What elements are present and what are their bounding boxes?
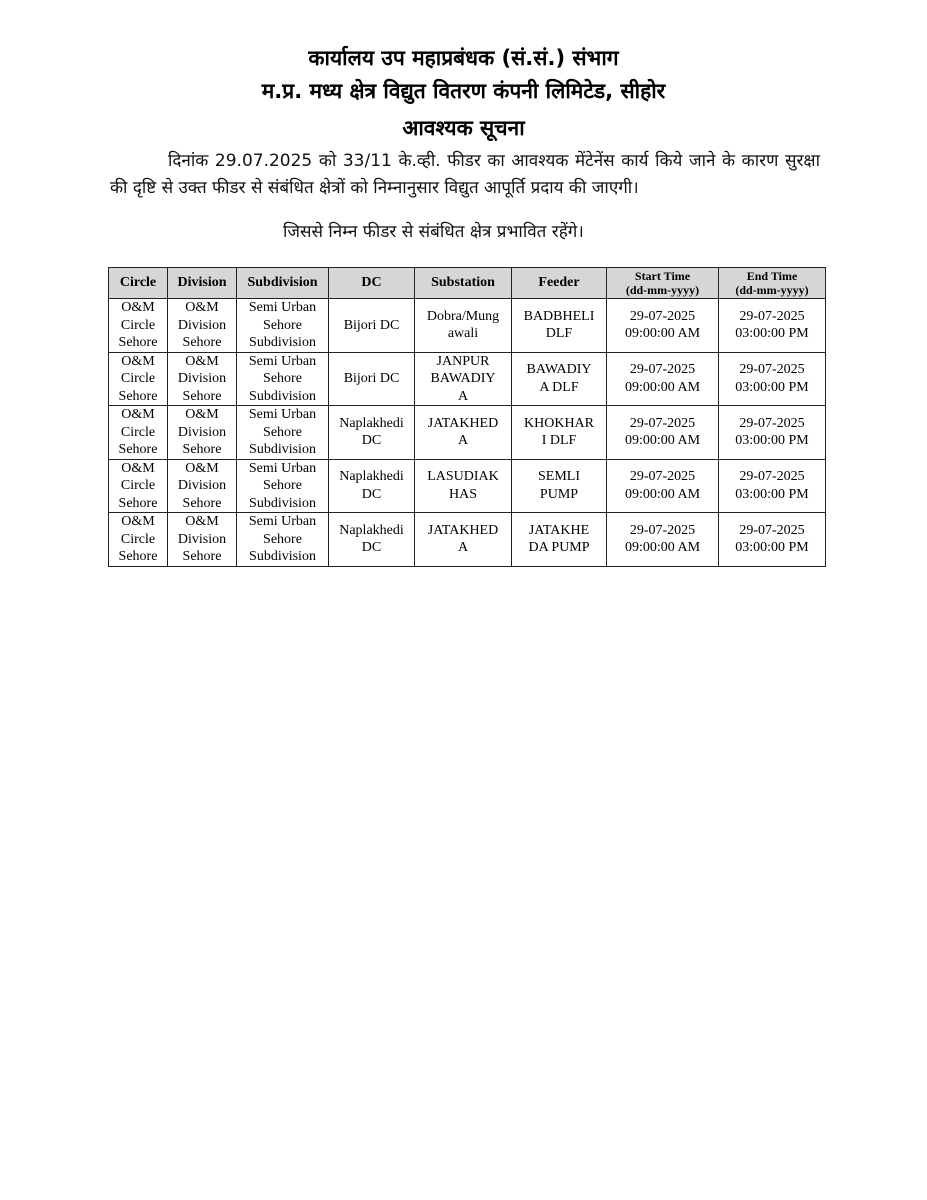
cell-division: O&M Division Sehore — [168, 352, 237, 406]
cell-dc: Naplakhedi DC — [329, 459, 415, 513]
cell-circle: O&M Circle Sehore — [109, 299, 168, 353]
cell-substation: LASUDIAK HAS — [415, 459, 512, 513]
notice-title: आवश्यक सूचना — [402, 116, 525, 140]
col-header-substation: Substation — [415, 268, 512, 299]
company-title: म.प्र. मध्य क्षेत्र विद्युत वितरण कंपनी लिमिटेड, सीहोर — [261, 79, 666, 103]
cell-feeder: BAWADIY A DLF — [512, 352, 607, 406]
col-header-end-time: End Time (dd-mm-yyyy) — [719, 268, 826, 299]
table-row — [109, 406, 826, 460]
cell-subdivision: Semi Urban Sehore Subdivision — [237, 406, 329, 460]
cell-substation: Dobra/Mung awali — [415, 299, 512, 353]
cell-division: O&M Division Sehore — [168, 513, 237, 567]
col-header-dc: DC — [329, 268, 415, 299]
cell-circle: O&M Circle Sehore — [109, 513, 168, 567]
col-header-start-time: Start Time (dd-mm-yyyy) — [607, 268, 719, 299]
cell-subdivision: Semi Urban Sehore Subdivision — [237, 513, 329, 567]
notice-paragraph: दिनांक 29.07.2025 को 33/11 के.व्ही. फीडर का आवश्यक मेंटेनेंस कार्य किये जाने के कारण सुरक्षा की दृष्टि से उक्त फीडर से संबंधित क्षेत्रों को निम्नानुसार विद्युत आपूर्ति प्रदाय की जाएगी। — [110, 151, 820, 198]
col-header-feeder: Feeder — [512, 268, 607, 299]
feeder-shutdown-table — [108, 267, 826, 567]
cell-substation: JATAKHED A — [415, 406, 512, 460]
office-title: कार्यालय उप महाप्रबंधक (सं.सं.) संभाग — [308, 46, 619, 70]
cell-subdivision: Semi Urban Sehore Subdivision — [237, 299, 329, 353]
cell-substation: JANPUR BAWADIY A — [415, 352, 512, 406]
cell-feeder: JATAKHE DA PUMP — [512, 513, 607, 567]
table-row — [109, 299, 826, 353]
cell-circle: O&M Circle Sehore — [109, 352, 168, 406]
cell-start-time: 29-07-2025 09:00:00 AM — [607, 299, 719, 353]
cell-end-time: 29-07-2025 03:00:00 PM — [719, 406, 826, 460]
cell-dc: Naplakhedi DC — [329, 513, 415, 567]
col-header-circle: Circle — [109, 268, 168, 299]
table-row — [109, 459, 826, 513]
table-row — [109, 352, 826, 406]
cell-end-time: 29-07-2025 03:00:00 PM — [719, 352, 826, 406]
affected-areas-line: जिससे निम्न फीडर से संबंधित क्षेत्र प्रभावित रहेंगे। — [283, 222, 584, 242]
cell-circle: O&M Circle Sehore — [109, 406, 168, 460]
cell-dc: Bijori DC — [329, 352, 415, 406]
table-header-row — [109, 268, 826, 299]
col-header-subdivision: Subdivision — [237, 268, 329, 299]
cell-subdivision: Semi Urban Sehore Subdivision — [237, 459, 329, 513]
cell-division: O&M Division Sehore — [168, 459, 237, 513]
cell-substation: JATAKHED A — [415, 513, 512, 567]
cell-feeder: KHOKHAR I DLF — [512, 406, 607, 460]
cell-start-time: 29-07-2025 09:00:00 AM — [607, 352, 719, 406]
cell-division: O&M Division Sehore — [168, 406, 237, 460]
col-header-division: Division — [168, 268, 237, 299]
cell-start-time: 29-07-2025 09:00:00 AM — [607, 459, 719, 513]
cell-end-time: 29-07-2025 03:00:00 PM — [719, 299, 826, 353]
cell-start-time: 29-07-2025 09:00:00 AM — [607, 406, 719, 460]
cell-start-time: 29-07-2025 09:00:00 AM — [607, 513, 719, 567]
cell-dc: Naplakhedi DC — [329, 406, 415, 460]
cell-circle: O&M Circle Sehore — [109, 459, 168, 513]
cell-end-time: 29-07-2025 03:00:00 PM — [719, 513, 826, 567]
cell-subdivision: Semi Urban Sehore Subdivision — [237, 352, 329, 406]
cell-end-time: 29-07-2025 03:00:00 PM — [719, 459, 826, 513]
table-row — [109, 513, 826, 567]
cell-feeder: BADBHELI DLF — [512, 299, 607, 353]
cell-division: O&M Division Sehore — [168, 299, 237, 353]
cell-feeder: SEMLI PUMP — [512, 459, 607, 513]
cell-dc: Bijori DC — [329, 299, 415, 353]
